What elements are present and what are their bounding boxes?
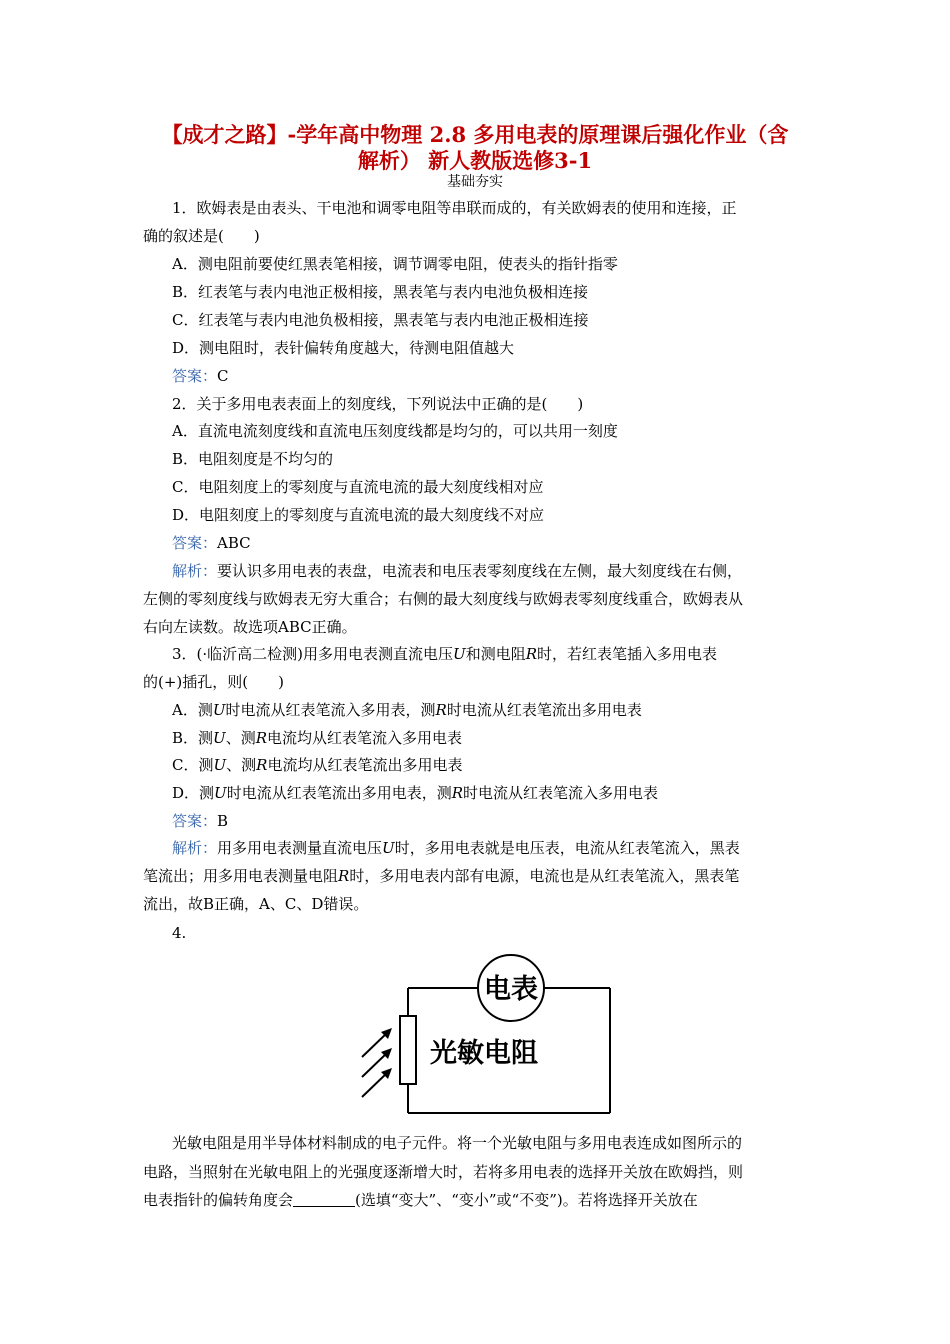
q4-text-1: 光敏电阻是用半导体材料制成的电子元件。将一个光敏电阻与多用电表连成如图所示的 (172, 1134, 743, 1152)
meter-label: 电表 (484, 974, 538, 1005)
q2-option-c: C．电阻刻度上的零刻度与直流电流的最大刻度线相对应 (172, 478, 544, 496)
q3-stem-1 (172, 644, 717, 664)
title-line-2: 解析） 新人教版选修3-1 (357, 148, 593, 173)
q3-explain-2 (143, 866, 739, 886)
var-r: R (255, 729, 267, 747)
q3-option-d (172, 783, 658, 803)
q3-answer-value: B (217, 812, 229, 830)
answer-label: 答案： (172, 534, 218, 552)
var-r: R (525, 645, 537, 663)
light-arrows-icon (362, 1032, 388, 1097)
q2-option-b: B．电阻刻度是不均匀的 (172, 450, 334, 468)
q3-d-3: 时电流从红表笔流入多用电表 (463, 784, 659, 802)
circuit-diagram (350, 950, 620, 1120)
q4-number: 4. (172, 924, 187, 942)
q2-option-a: A．直流电流刻度线和直流电压刻度线都是均匀的，可以共用一刻度 (172, 422, 618, 440)
q4-text-3 (143, 1190, 698, 1210)
q2-explain-3: 右向左读数。故选项ABC正确。 (143, 618, 357, 636)
q3-stem-2: 的(+)插孔，则( ) (143, 673, 284, 691)
q3-explain-2a: 笔流出；用多用电表测量电阻 (143, 867, 339, 885)
q3-a-1: A．测 (172, 701, 213, 719)
q4-text-3b: (选填“变大”、“变小”或“不变”)。若将选择开关放在 (355, 1191, 698, 1209)
q3-stem-1c: 时，若红表笔插入多用电表 (537, 645, 718, 663)
q3-b-1: B．测 (172, 729, 214, 747)
q3-explain-2b: 时，多用电表内部有电源，电流也是从红表笔流入，黑表笔 (349, 867, 740, 885)
q1-option-b: B．红表笔与表内电池正极相接，黑表笔与表内电池负极相连接 (172, 283, 589, 301)
explain-label: 解析： (172, 839, 218, 857)
q3-answer (172, 811, 228, 831)
var-u: U (213, 756, 227, 774)
q2-explain-2: 左侧的零刻度线与欧姆表无穷大重合；右侧的最大刻度线与欧姆表零刻度线重合，欧姆表从 (143, 590, 744, 608)
q4-text-2: 电路，当照射在光敏电阻上的光强度逐渐增大时，若将多用电表的选择开关放在欧姆挡，则 (143, 1163, 744, 1181)
var-r: R (435, 701, 447, 719)
var-r: R (338, 867, 350, 885)
var-u: U (453, 645, 466, 663)
q3-explain-3: 流出，故B正确，A、C、D错误。 (143, 895, 369, 913)
q3-c-2: 、测 (226, 756, 257, 774)
var-u: U (212, 701, 226, 719)
q3-explain-1a: 用多用电表测量直流电压 (217, 839, 383, 857)
q1-stem-2: 确的叙述是( ) (143, 227, 260, 245)
q3-b-3: 电流均从红表笔流入多用电表 (267, 729, 463, 747)
q3-c-3: 电流均从红表笔流出多用电表 (267, 756, 463, 774)
q2-option-d: D．电阻刻度上的零刻度与直流电流的最大刻度线不对应 (172, 506, 545, 524)
q3-a-3: 时电流从红表笔流出多用电表 (446, 701, 642, 719)
q1-answer (172, 366, 229, 386)
var-r: R (451, 784, 463, 802)
answer-label: 答案： (172, 812, 218, 830)
photoresistor-label: 光敏电阻 (430, 1038, 538, 1069)
q3-b-2: 、测 (225, 729, 256, 747)
q3-stem-1b: 和测电阻 (465, 645, 526, 663)
q1-option-a: A．测电阻前要使红黑表笔相接，调节调零电阻，使表头的指针指零 (172, 255, 618, 273)
var-u: U (214, 784, 227, 802)
q2-explain-1 (172, 561, 742, 581)
document-title (90, 122, 860, 174)
q3-option-c (172, 755, 462, 775)
q3-a-2: 时电流从红表笔流入多用表，测 (225, 701, 436, 719)
section-subtitle: 基础夯实 (447, 174, 503, 190)
var-u: U (213, 729, 226, 747)
answer-label: 答案： (172, 367, 218, 385)
q2-stem: 2．关于多用电表表面上的刻度线，下列说法中正确的是( ) (172, 395, 584, 413)
q2-explain-1-text: 要认识多用电表的表盘，电流表和电压表零刻度线在左侧，最大刻度线在右侧， (217, 562, 743, 580)
q1-option-d: D．测电阻时，表针偏转角度越大，待测电阻值越大 (172, 339, 515, 357)
q4-text-3a: 电表指针的偏转角度会 (143, 1191, 294, 1209)
q3-option-a (172, 700, 642, 720)
var-r: R (256, 756, 268, 774)
q3-d-1: D．测 (172, 784, 215, 802)
q2-answer-value: ABC (217, 534, 251, 552)
q3-c-1: C．测 (172, 756, 214, 774)
q3-explain-1 (172, 838, 740, 858)
q3-explain-1b: 时，多用电表就是电压表，电流从红表笔流入，黑表 (394, 839, 740, 857)
var-u: U (382, 839, 395, 857)
fill-blank[interactable] (293, 1192, 355, 1207)
q1-answer-value: C (217, 367, 229, 385)
q1-option-c: C．红表笔与表内电池负极相接，黑表笔与表内电池正极相连接 (172, 311, 589, 329)
q1-stem-1: 1．欧姆表是由表头、干电池和调零电阻等串联而成的，有关欧姆表的使用和连接，正 (172, 199, 737, 217)
explain-label: 解析： (172, 562, 218, 580)
photoresistor-icon (400, 1016, 416, 1084)
q3-d-2: 时电流从红表笔流出多用电表，测 (226, 784, 452, 802)
q3-option-b (172, 728, 462, 748)
q2-answer (172, 533, 251, 553)
q3-stem-1a: 3．(·临沂高二检测)用多用电表测直流电压 (172, 645, 454, 663)
title-line-1: 【成才之路】-学年高中物理 2.8 多用电表的原理课后强化作业（含 (161, 122, 789, 147)
